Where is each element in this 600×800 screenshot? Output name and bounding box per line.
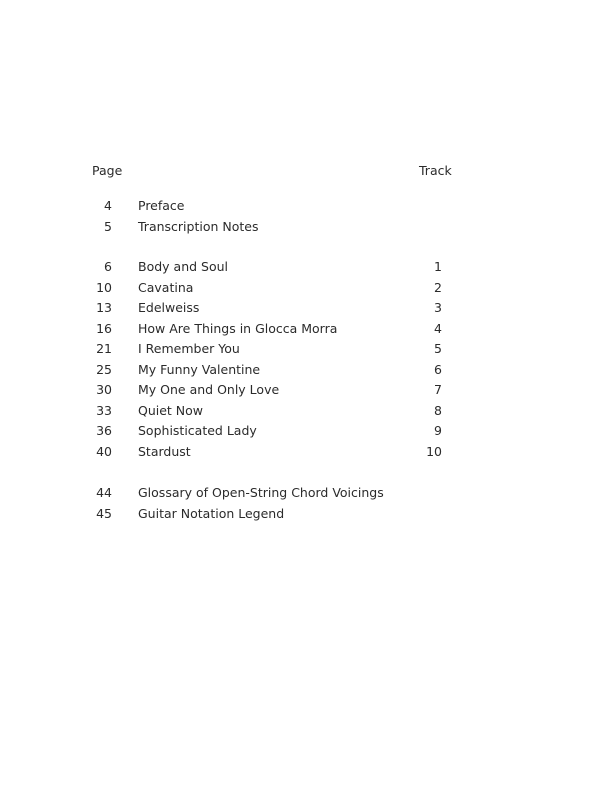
page-number: 30 xyxy=(96,382,112,397)
toc-entry-song xyxy=(0,341,600,362)
toc-entry-song xyxy=(0,444,600,465)
front-matter-list xyxy=(0,198,600,239)
song-title: My Funny Valentine xyxy=(138,361,261,377)
page-number: 40 xyxy=(96,443,112,459)
song-title: My One and Only Love xyxy=(138,382,280,397)
page-number: 36 xyxy=(96,423,112,438)
entry-title: Transcription Notes xyxy=(138,218,259,234)
toc-entry-song xyxy=(0,321,600,342)
page-number: 21 xyxy=(96,341,112,356)
page-column-header: Page xyxy=(92,163,123,178)
song-title: Quiet Now xyxy=(138,402,204,418)
page-number: 13 xyxy=(96,300,112,315)
track-number: 9 xyxy=(434,423,442,438)
toc-entry-song xyxy=(0,403,600,424)
toc-entry-glossary xyxy=(0,485,600,506)
back-matter-list xyxy=(0,485,600,526)
track-number: 5 xyxy=(434,341,442,356)
song-title: Sophisticated Lady xyxy=(138,423,257,438)
page-number: 6 xyxy=(104,259,112,274)
toc-entry-song xyxy=(0,423,600,444)
song-title: How Are Things in Glocca Morra xyxy=(138,320,338,336)
toc-entry-song xyxy=(0,259,600,280)
song-title: Edelweiss xyxy=(138,300,200,315)
entry-title: Preface xyxy=(138,198,185,213)
track-number: 10 xyxy=(426,443,442,459)
page-number: 45 xyxy=(96,505,112,521)
toc-entry-song xyxy=(0,382,600,403)
toc-entry-song xyxy=(0,362,600,383)
page-number: 10 xyxy=(96,279,112,295)
track-number: 1 xyxy=(434,259,442,274)
page-number: 5 xyxy=(104,218,112,234)
page-number: 44 xyxy=(96,485,112,500)
entry-title: Glossary of Open-String Chord Voicings xyxy=(138,485,384,500)
page-number: 4 xyxy=(104,198,112,213)
page-number: 25 xyxy=(96,361,112,377)
track-number: 8 xyxy=(434,402,442,418)
song-title: Cavatina xyxy=(138,279,194,295)
page-number: 16 xyxy=(96,320,112,336)
toc-entry-notation-legend xyxy=(0,506,600,527)
toc-entry-song xyxy=(0,300,600,321)
song-list xyxy=(0,259,600,464)
track-number: 2 xyxy=(434,279,442,295)
track-number: 4 xyxy=(434,320,442,336)
song-title: I Remember You xyxy=(138,341,240,356)
song-title: Body and Soul xyxy=(138,259,228,274)
track-number: 3 xyxy=(434,300,442,315)
page-number: 33 xyxy=(96,402,112,418)
track-number: 6 xyxy=(434,361,442,377)
toc-entry-song xyxy=(0,280,600,301)
toc-entry-preface xyxy=(0,198,600,219)
song-title: Stardust xyxy=(138,443,191,459)
entry-title: Guitar Notation Legend xyxy=(138,505,285,521)
toc-entry-transcription-notes xyxy=(0,219,600,240)
track-number: 7 xyxy=(434,382,442,397)
track-column-header: Track xyxy=(419,163,452,178)
